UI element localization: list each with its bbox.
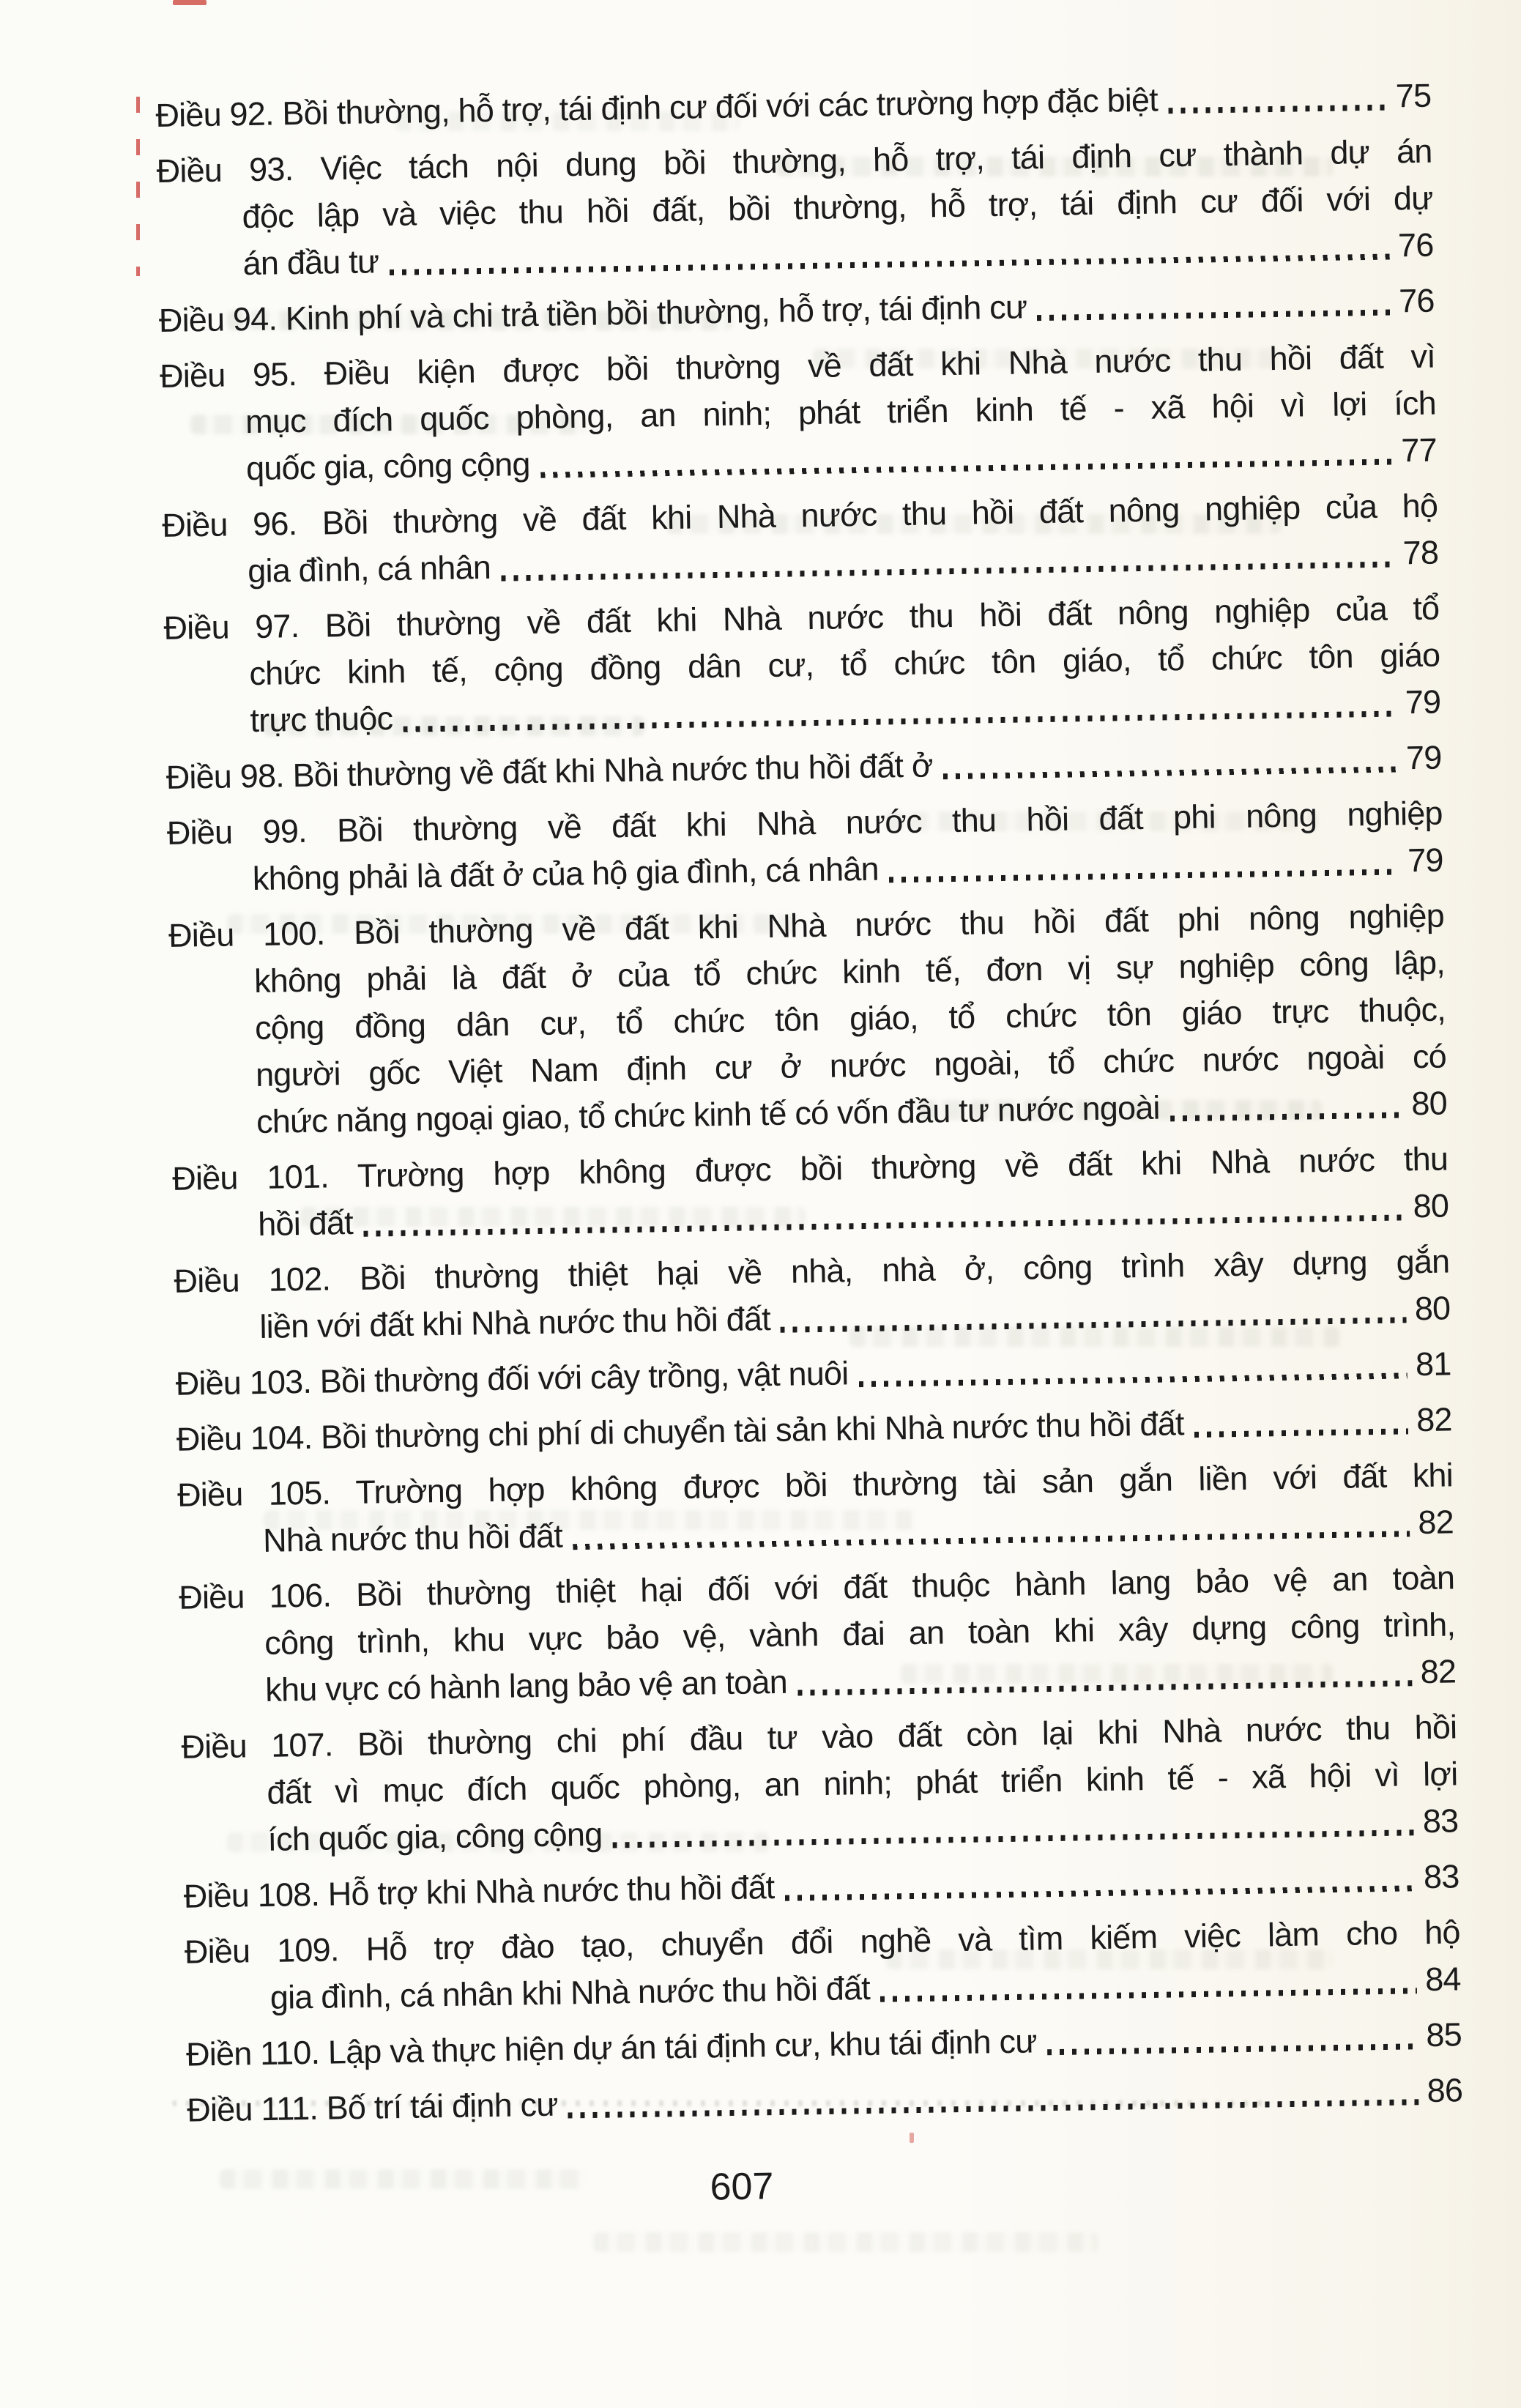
toc-entry xyxy=(186,2011,1462,2078)
toc-entry xyxy=(160,333,1438,494)
bleed-artifact xyxy=(220,2169,586,2189)
dot-leader xyxy=(389,254,1389,275)
toc-entry-text: Điều 111. Bố trí tái định cư xyxy=(186,2085,558,2129)
toc-entry-text: trực thuộc xyxy=(250,699,393,740)
toc-entry-text: Điều 92. Bồi thường, hỗ trợ, tái định cư đối với các trường hợp đặc biệt xyxy=(155,81,1159,134)
dot-leader xyxy=(1168,105,1387,114)
toc-entry-text: Điều 97. Bồi thường về đất khi Nhà nước thu hồi đất nông nghiệp của tổ xyxy=(163,589,1440,647)
dot-leader xyxy=(797,1680,1412,1695)
toc-entry-last-line xyxy=(186,2011,1462,2078)
toc-entry xyxy=(187,2067,1463,2133)
toc-entry-text: án đầu tư xyxy=(242,242,379,283)
toc-page-number: 85 xyxy=(1426,2015,1462,2054)
toc-entry xyxy=(172,1135,1449,1249)
toc-entry-text: liền với đất khi Nhà nước thu hồi đất xyxy=(259,1300,771,1345)
toc-entry-text: Nhà nước thu hồi đất xyxy=(262,1517,563,1559)
toc-page-number: 82 xyxy=(1420,1652,1457,1691)
toc-entry xyxy=(184,1909,1461,2022)
toc-entry-text: chức kinh tế, cộng đồng dân cư, tổ chức tôn giáo, tổ chức tôn giáo xyxy=(249,636,1440,693)
dot-leader xyxy=(889,869,1399,882)
toc-entry-text: khu vực có hành lang bảo vệ an toàn xyxy=(264,1662,788,1709)
toc-entry xyxy=(181,1703,1459,1864)
toc-entry-last-line xyxy=(187,2067,1463,2133)
toc-entry-text: Điều 107. Bồi thường chi phí đầu tư vào đất còn lại khi Nhà nước thu hồi xyxy=(181,1708,1457,1766)
dot-leader xyxy=(785,1885,1416,1901)
dot-leader xyxy=(403,710,1397,732)
toc-page-number: 86 xyxy=(1427,2071,1463,2110)
toc-entry-last-line xyxy=(155,73,1432,139)
dot-leader xyxy=(781,1317,1406,1332)
toc-entry-text: Điều 100. Bồi thường về đất khi Nhà nước thu hồi đất phi nông nghiệp xyxy=(168,896,1445,954)
toc-page-number: 79 xyxy=(1405,738,1442,777)
dot-leader xyxy=(573,1531,1410,1550)
toc-page-number: 82 xyxy=(1416,1400,1453,1439)
toc-page-number: 79 xyxy=(1407,841,1444,880)
bleed-artifact xyxy=(593,2232,1098,2252)
dot-leader xyxy=(1047,2043,1418,2055)
toc-entry-text: ích quốc gia, công cộng xyxy=(267,1815,603,1858)
toc-entry-text: gia đình, cá nhân xyxy=(247,548,491,590)
toc-entry-text: công trình, khu vực bảo vệ, vành đai an toàn khi xây dựng công trình, xyxy=(264,1605,1456,1662)
toc-entry xyxy=(176,1396,1452,1463)
dot-leader xyxy=(568,2099,1418,2118)
toc-list xyxy=(155,73,1463,2143)
toc-entry-text: Điều 94. Kinh phí và chi trả tiền bồi thường, hỗ trợ, tái định cư xyxy=(158,288,1027,339)
dot-leader xyxy=(613,1829,1415,1848)
toc-page-number: 78 xyxy=(1402,533,1439,572)
toc-entry-last-line xyxy=(158,278,1435,344)
dot-leader xyxy=(501,562,1394,581)
toc-entry-text: mục đích quốc phòng, an ninh; phát triển kinh tế - xã hội vì lợi ích xyxy=(245,384,1437,441)
toc-entry xyxy=(179,1554,1457,1714)
toc-entry xyxy=(158,278,1435,344)
toc-page-number: 79 xyxy=(1405,683,1441,721)
dot-leader xyxy=(880,1988,1416,2002)
toc-entry-text: Điều 109. Hỗ trợ đào tạo, chuyển đổi nghề và tìm kiếm việc làm cho hộ xyxy=(184,1913,1461,1971)
dot-leader xyxy=(1194,1428,1408,1438)
toc-entry xyxy=(155,73,1432,139)
dot-leader xyxy=(1037,310,1390,322)
toc-entry-text: không phải là đất ở của tổ chức kinh tế, đơn vị sự nghiệp công lập, xyxy=(253,943,1446,1000)
red-scan-mark xyxy=(136,97,140,276)
toc-entry-text: độc lập và việc thu hồi đất, bồi thường, hỗ trợ, tái định cư đối với dự xyxy=(242,179,1433,236)
dot-leader xyxy=(540,459,1393,478)
toc-entry-text: gia đình, cá nhân khi Nhà nước thu hồi đất xyxy=(269,1969,871,2016)
toc-entry-text: đất vì mục đích quốc phòng, an ninh; phát triển kinh tế - xã hội vì lợi xyxy=(267,1755,1458,1811)
toc-entry xyxy=(174,1238,1451,1351)
toc-entry-text: Điều 95. Điều kiện được bồi thường về đất khi Nhà nước thu hồi đất vì xyxy=(159,337,1436,395)
toc-entry-text: Điều 98. Bồi thường về đất khi Nhà nước thu hồi đất ở xyxy=(166,746,933,796)
toc-page-number: 76 xyxy=(1397,226,1434,264)
toc-page-number: 80 xyxy=(1413,1186,1449,1225)
toc-page-number: 82 xyxy=(1418,1503,1454,1542)
toc-entry-text: người gốc Việt Nam định cư ở nước ngoài, tổ chức nước ngoài có xyxy=(255,1037,1447,1094)
toc-page-number: 83 xyxy=(1423,1857,1459,1896)
toc-entry-text: Điều 99. Bồi thường về đất khi Nhà nước thu hồi đất phi nông nghiệp xyxy=(166,794,1443,852)
toc-entry-text: cộng đồng dân cư, tổ chức tôn giáo, tổ chức tôn giáo trực thuộc, xyxy=(254,990,1446,1047)
toc-entry xyxy=(162,483,1439,596)
toc-page-number: 81 xyxy=(1415,1345,1451,1383)
toc-entry-last-line xyxy=(166,735,1442,801)
toc-page-number: 80 xyxy=(1414,1289,1451,1328)
toc-entry-text: Điều 101. Trường hợp không được bồi thường về đất khi Nhà nước thu xyxy=(171,1140,1449,1197)
toc-page-number: 83 xyxy=(1422,1802,1459,1840)
toc-entry xyxy=(166,790,1443,904)
toc-entry-last-line xyxy=(183,1853,1459,1920)
toc-entry-text: quốc gia, công cộng xyxy=(245,445,531,488)
red-scan-mark xyxy=(910,2133,914,2143)
toc-entry-text: Điều 102. Bồi thường thiệt hại về nhà, nhà ở, công trình xây dựng gắn xyxy=(174,1242,1450,1300)
toc-entry-last-line xyxy=(176,1396,1452,1463)
toc-entry xyxy=(183,1853,1459,1920)
toc-entry-last-line xyxy=(175,1340,1451,1407)
toc-entry xyxy=(177,1452,1454,1565)
dot-leader xyxy=(1170,1112,1403,1121)
toc-page-number: 75 xyxy=(1395,76,1432,115)
toc-entry-text: chức năng ngoại giao, tổ chức kinh tế có vốn đầu tư nước ngoài xyxy=(256,1088,1161,1141)
toc-page-number: 77 xyxy=(1401,431,1438,469)
red-scan-mark xyxy=(173,0,207,5)
toc-entry-text: Điều 106. Bồi thường thiệt hại đối với đất thuộc hành lang bảo vệ an toàn xyxy=(178,1558,1455,1616)
toc-entry xyxy=(163,585,1441,746)
toc-entry-text: Điều 96. Bồi thường về đất khi Nhà nước thu hồi đất nông nghiệp của hộ xyxy=(161,486,1438,544)
toc-entry-text: Điền 110. Lập và thực hiện dự án tái định cư, khu tái định cư xyxy=(185,2022,1037,2073)
dot-leader xyxy=(943,766,1398,779)
toc-entry-text: Điều 104. Bồi thường chi phí di chuyển tài sản khi Nhà nước thu hồi đất xyxy=(176,1405,1184,1458)
toc-page-number: 76 xyxy=(1398,281,1435,320)
toc-entry xyxy=(156,128,1434,289)
toc-entry-text: Điều 108. Hỗ trợ khi Nhà nước thu hồi đất xyxy=(183,1868,775,1915)
dot-leader xyxy=(363,1214,1405,1236)
toc-page-number: 80 xyxy=(1411,1084,1448,1123)
dot-leader xyxy=(859,1372,1407,1387)
toc-entry-text: Điều 103. Bồi thường đối với cây trồng, vật nuôi xyxy=(175,1354,849,1402)
toc-entry xyxy=(168,892,1448,1146)
toc-entry xyxy=(175,1340,1451,1407)
toc-entry-text: Điều 105. Trường hợp không được bồi thường tài sản gắn liền với đất khi xyxy=(176,1456,1454,1514)
toc-entry-text: hồi đất xyxy=(257,1203,354,1243)
toc-entry-text: Điều 93. Việc tách nội dung bồi thường, hỗ trợ, tái định cư thành dự án xyxy=(156,132,1432,190)
footer-page-number: 607 xyxy=(710,2165,774,2209)
toc-entry xyxy=(166,735,1442,801)
toc-page-number: 84 xyxy=(1424,1960,1462,1999)
toc-entry-text: không phải là đất ở của hộ gia đình, cá nhân xyxy=(252,850,879,898)
